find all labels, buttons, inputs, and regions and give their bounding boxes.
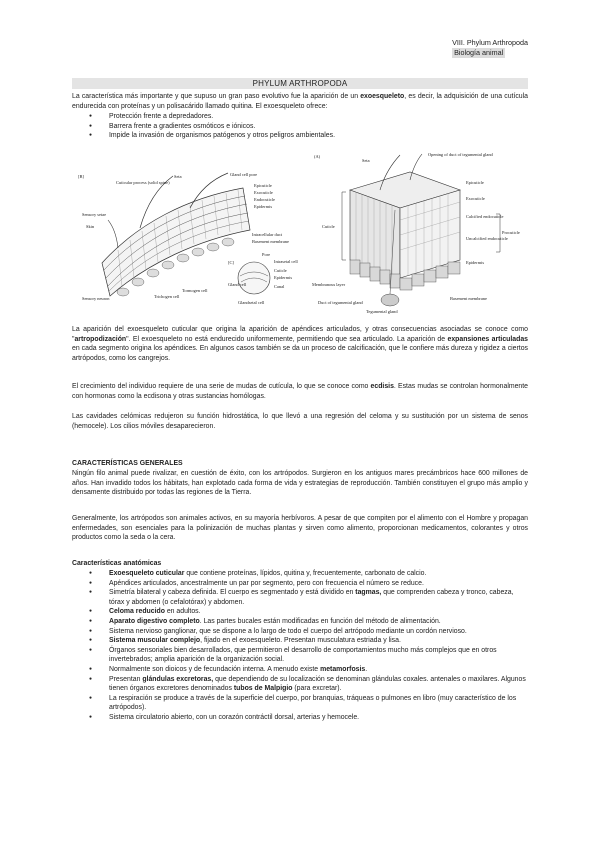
fig-label: Sensory neuron xyxy=(82,296,110,301)
fig-label: Cuticle xyxy=(274,268,287,273)
fig-label: Epidermis xyxy=(274,275,293,280)
fig-label: Epidermis xyxy=(254,204,273,209)
section-heading-general: CARACTERÍSTICAS GENERALES xyxy=(72,460,183,467)
fig-label: Epicuticle xyxy=(466,180,484,185)
ecdisis-paragraph xyxy=(72,382,528,401)
cuticle-diagram-right xyxy=(310,150,530,320)
para-text: . Estas mudas se controlan hormonalmente con hormonas como la ecdisona y otras sustancias homólogas. xyxy=(72,383,528,400)
item-bold: Celoma reducido xyxy=(109,608,165,616)
item-bold: Exoesqueleto cuticular xyxy=(109,570,185,577)
fig-label: Gland cell pore xyxy=(230,172,258,177)
intro-text: La característica más importante y que supuso un gran paso evolutivo fue la aparición de un xyxy=(72,93,361,100)
fig-tag: [B] xyxy=(78,174,84,179)
item-bold: Sistema muscular complejo xyxy=(109,637,201,645)
list-item: ● Impide la invasión de organismos patógenos y otros peligros ambientales. xyxy=(72,131,528,141)
fig-label: Glandsetal cell xyxy=(238,300,265,305)
item-text: que comprenden cabeza y tronco, cabeza, tórax y abdomen (o cefalotórax) y abdomen. xyxy=(109,589,514,606)
fig-label: Canal xyxy=(274,284,285,289)
page-header xyxy=(452,38,528,58)
fig-label: Intrasetal cell xyxy=(274,259,298,264)
list-item: ● Protección frente a depredadores. xyxy=(72,112,528,122)
item-text: . Las partes bucales están modificadas en función del método de alimentación. xyxy=(199,617,441,625)
intro-bullets xyxy=(72,112,528,141)
list-item xyxy=(72,569,528,579)
fig-label: Membranous layer xyxy=(312,282,346,287)
fig-label: Skin xyxy=(86,224,95,229)
para-bold: ecdisis xyxy=(370,383,394,390)
fig-label: Opening of duct of tegumental gland xyxy=(428,152,493,157)
list-item xyxy=(72,675,528,694)
list-item xyxy=(72,636,528,646)
item-bold: glándulas excretoras, xyxy=(142,675,214,683)
fig-label: Exocuticle xyxy=(466,196,485,201)
fig-label: Duct of tegumental gland xyxy=(318,300,363,305)
fig-label: Tegumental gland xyxy=(366,309,398,314)
item-bold: tubos de Malpigio xyxy=(233,685,293,693)
fig-label: Seta xyxy=(174,174,182,179)
item-bold: tagmas, xyxy=(355,589,382,597)
intro-paragraph xyxy=(72,92,528,111)
item-text: que contiene proteínas, lípidos, quitina y, frecuentemente, carbonato de calcio. xyxy=(184,570,427,577)
para-text: ". El exoesqueleto no está endurecido uniformemente, permitiendo que sea articulado. La aparición de xyxy=(126,335,448,343)
item-text: Sistema circulatorio abierto, con un corazón contráctil dorsal, arterias y hemocele. xyxy=(109,713,360,721)
item-text: (para excretar). xyxy=(292,685,342,693)
artropodization-paragraph xyxy=(72,325,528,363)
item-text: Normalmente son dioicos y de fecundación interna. A menudo existe xyxy=(109,665,321,673)
fig-label: Cuticular process (solid spine) xyxy=(116,180,170,185)
item-bold: Aparato digestivo completo xyxy=(109,617,200,625)
item-text: Presentan xyxy=(109,675,143,683)
fig-label: Endocuticle xyxy=(254,197,275,202)
para-bold: artropodización xyxy=(74,335,127,343)
anatomy-list xyxy=(72,569,528,723)
fig-label: Trichogen cell xyxy=(154,294,180,299)
fig-label: Basement membrane xyxy=(252,239,289,244)
celom-paragraph: Las cavidades celómicas redujeron su función hidrostática, lo que llevó a una regresión del celoma y su sustitución por un sistema de senos (hemocele). Los cilios móviles desaparecieron. xyxy=(72,413,528,430)
para-bold: expansiones articuladas xyxy=(447,335,529,343)
item-text: que dependiendo de su localización se denominan glándulas coxales. antenales o maxilares. Algunos tienen órganos excretores denominados xyxy=(109,675,526,693)
item-text: Órganos sensoriales bien desarrollados, que permitieron el desarrollo de comportamientos mucho más complejos que en otros invertebrados; amplia aparición de la organización social. xyxy=(109,646,497,664)
fig-label: Calcified endocuticle xyxy=(466,214,504,219)
fig-label: Basement membrane xyxy=(450,296,487,301)
item-text: Simetría bilateral y cabeza definida. El cuerpo es segmentado y está dividido en xyxy=(109,589,356,597)
list-item: ● Barrera frente a gradientes osmóticos e iónicos. xyxy=(72,122,528,132)
fig-label: Epidermis xyxy=(466,260,485,265)
list-item xyxy=(72,579,528,589)
intro-text-end: , es decir, la adquisición de una cutícula endurecida con proteínas y un polisacárido llamado quitina. El exoesqueleto ofrece: xyxy=(72,93,528,110)
list-item xyxy=(72,665,528,675)
intro-bold: exoesqueleto xyxy=(360,93,405,100)
chapter-label: VIII. Phylum Arthropoda xyxy=(452,38,528,47)
list-item xyxy=(72,646,528,665)
item-bold: metamorfosis xyxy=(320,665,366,673)
page-title: PHYLUM ARTHROPODA xyxy=(72,78,528,89)
item-text: , fijado en el exoesqueleto. Presentan musculatura estriada y lisa. xyxy=(200,637,401,645)
fig-label: Procuticle xyxy=(502,230,520,235)
item-text: . xyxy=(365,665,368,673)
fig-label: Gland cell xyxy=(228,282,247,287)
list-item xyxy=(72,713,528,723)
list-item xyxy=(72,694,528,713)
list-item xyxy=(72,617,528,627)
section-heading-anatomy: Características anatómicas xyxy=(72,560,162,567)
fig-label: Intracellular duct xyxy=(252,232,283,237)
fig-label: Sensory setae xyxy=(82,212,107,217)
general-paragraph-1: Ningún filo animal puede rivalizar, en cuestión de éxito, con los artrópodos. Surgieron en los antiguos mares precámbricos hace 600 millones de años. Han invadido todos los hábitats, han explotado cada forma de vida y estrategias de reproducción. También constituyen el grupo más amplio y densamente distribuido por todas las regiones de la Tierra. xyxy=(72,470,528,497)
para-text: en cada segmento origina los apéndices. En algunos casos también se da un proceso de calcificación, que le confiere más dureza y rigidez a ciertos artrópodos, como los cangrejos. xyxy=(72,345,528,362)
subject-label: Biología animal xyxy=(454,48,504,57)
list-item xyxy=(72,607,528,617)
para-text: La aparición del exoesqueleto cuticular que origina la aparición de apéndices articulados, y otras consecuencias asociadas se conoce como " xyxy=(72,326,528,343)
fig-label: Tormogen cell xyxy=(182,288,208,293)
fig-label: Pore xyxy=(262,252,271,257)
list-item xyxy=(72,588,528,607)
fig-label: Uncalcified endocuticle xyxy=(466,236,508,241)
fig-label: Exocuticle xyxy=(254,190,273,195)
cuticle-diagram-left xyxy=(78,168,303,308)
item-text: Sistema nervioso ganglionar, que se dispone a lo largo de todo el cuerpo del artrópodo mediante un cordón nervioso. xyxy=(109,627,467,635)
fig-label: Cuticle xyxy=(322,224,335,229)
fig-tag: (A) xyxy=(314,154,321,159)
list-item xyxy=(72,627,528,637)
para-text: El crecimiento del individuo requiere de una serie de mudas de cutícula, lo que se conoce como xyxy=(72,383,371,390)
fig-label: Seta xyxy=(362,158,370,163)
fig-label: [C] xyxy=(228,260,234,265)
general-paragraph-2: Generalmente, los artrópodos son animales activos, en su mayoría herbívoros. A pesar de que compiten por el alimento con el Hombre y propagan enfermedades, son esenciales para la polinización de muchas plantas y sirven como alimento, proporcionan medicamentos, colorantes y otros productos como la seda o la cera. xyxy=(72,515,528,542)
item-text: La respiración se produce a través de la superficie del cuerpo, por branquias, tráqueas o pulmones en libro (muy característico de los artrópodos). xyxy=(109,694,517,712)
item-text: Apéndices articulados, ancestralmente un par por segmento, pero con frecuencia el número se reduce. xyxy=(109,579,424,587)
item-text: en adultos. xyxy=(164,608,201,616)
fig-label: Epicuticle xyxy=(254,183,272,188)
